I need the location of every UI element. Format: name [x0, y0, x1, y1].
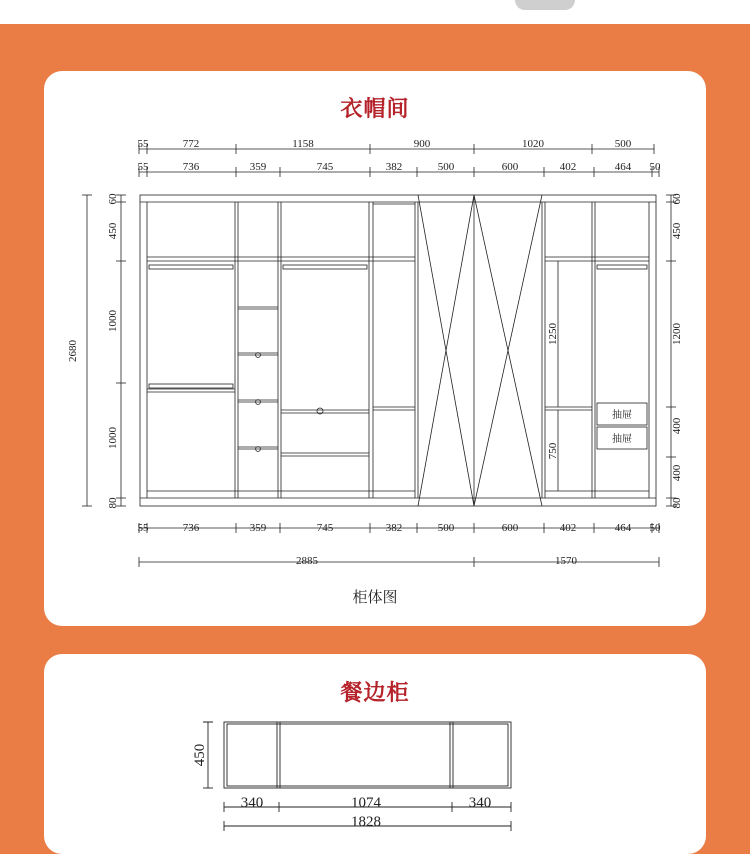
total-width-right: 1570 — [555, 555, 577, 567]
top1-dim-6: 500 — [614, 138, 632, 150]
sideboard-width-3: 340 — [468, 795, 492, 811]
sideboard-card — [44, 654, 706, 854]
wardrobe-caption: 柜体图 — [352, 588, 398, 606]
top2-dim-1: 55 — [137, 161, 149, 173]
hanging-rod — [283, 265, 367, 269]
inner-height-1: 1250 — [547, 323, 559, 345]
wardrobe-card — [44, 71, 706, 626]
top2-dim-8: 402 — [559, 161, 577, 173]
blurred-product-image — [515, 0, 575, 10]
top1-dim-3: 1158 — [292, 138, 314, 150]
sideboard-title: 餐边柜 — [340, 681, 410, 706]
top2-dim-5: 382 — [385, 161, 403, 173]
top-strip — [0, 0, 750, 24]
right-height-2: 450 — [671, 222, 683, 240]
left-height-1: 60 — [107, 193, 119, 205]
left-height-5: 80 — [107, 497, 119, 509]
top1-dim-2: 772 — [182, 138, 200, 150]
bottom-dim-2: 736 — [182, 522, 200, 534]
wardrobe-drawing — [44, 71, 706, 626]
top2-dim-7: 600 — [501, 161, 519, 173]
hanging-rod — [149, 265, 233, 269]
top2-dim-3: 359 — [249, 161, 267, 173]
left-height-4: 1000 — [107, 427, 119, 449]
top1-dim-1: 55 — [137, 138, 149, 150]
bottom-dim-4: 745 — [316, 522, 334, 534]
top2-dim-10: 50 — [649, 161, 661, 173]
top1-dim-4: 900 — [413, 138, 431, 150]
bottom-dim-1: 55 — [137, 522, 149, 534]
right-height-4: 400 — [671, 417, 683, 435]
sideboard-total-width: 1828 — [351, 814, 381, 830]
drawer-label-2: 抽屉 — [612, 434, 632, 445]
inner-height-2: 750 — [547, 442, 559, 460]
top2-dim-4: 745 — [316, 161, 334, 173]
left-height-2: 450 — [107, 222, 119, 240]
right-height-1: 60 — [671, 193, 683, 205]
left-height-3: 1000 — [107, 310, 119, 332]
hanging-rod — [597, 265, 647, 269]
height-total: 2680 — [67, 340, 79, 362]
bottom-dim-6: 500 — [437, 522, 455, 534]
top2-dim-9: 464 — [614, 161, 632, 173]
right-height-6: 80 — [671, 497, 683, 509]
right-height-5: 400 — [671, 464, 683, 482]
wardrobe-title: 衣帽间 — [340, 97, 410, 122]
hanging-rod — [149, 384, 233, 388]
bottom-dim-5: 382 — [385, 522, 403, 534]
top2-dim-2: 736 — [182, 161, 200, 173]
drawer-label-1: 抽屉 — [612, 410, 632, 421]
bottom-dim-9: 464 — [614, 522, 632, 534]
sideboard-outline — [224, 722, 511, 788]
sideboard-width-1: 340 — [240, 795, 264, 811]
total-width-left: 2885 — [296, 555, 318, 567]
bottom-dim-3: 359 — [249, 522, 267, 534]
bottom-dim-10: 50 — [649, 522, 661, 534]
top2-dim-6: 500 — [437, 161, 455, 173]
cabinet-outline — [140, 195, 656, 506]
right-height-3: 1200 — [671, 323, 683, 345]
top1-dim-5: 1020 — [522, 138, 544, 150]
bottom-dim-7: 600 — [501, 522, 519, 534]
bottom-dim-8: 402 — [559, 522, 577, 534]
sideboard-width-2: 1074 — [351, 795, 381, 811]
sideboard-drawing — [44, 654, 706, 854]
sideboard-height: 450 — [192, 743, 208, 767]
